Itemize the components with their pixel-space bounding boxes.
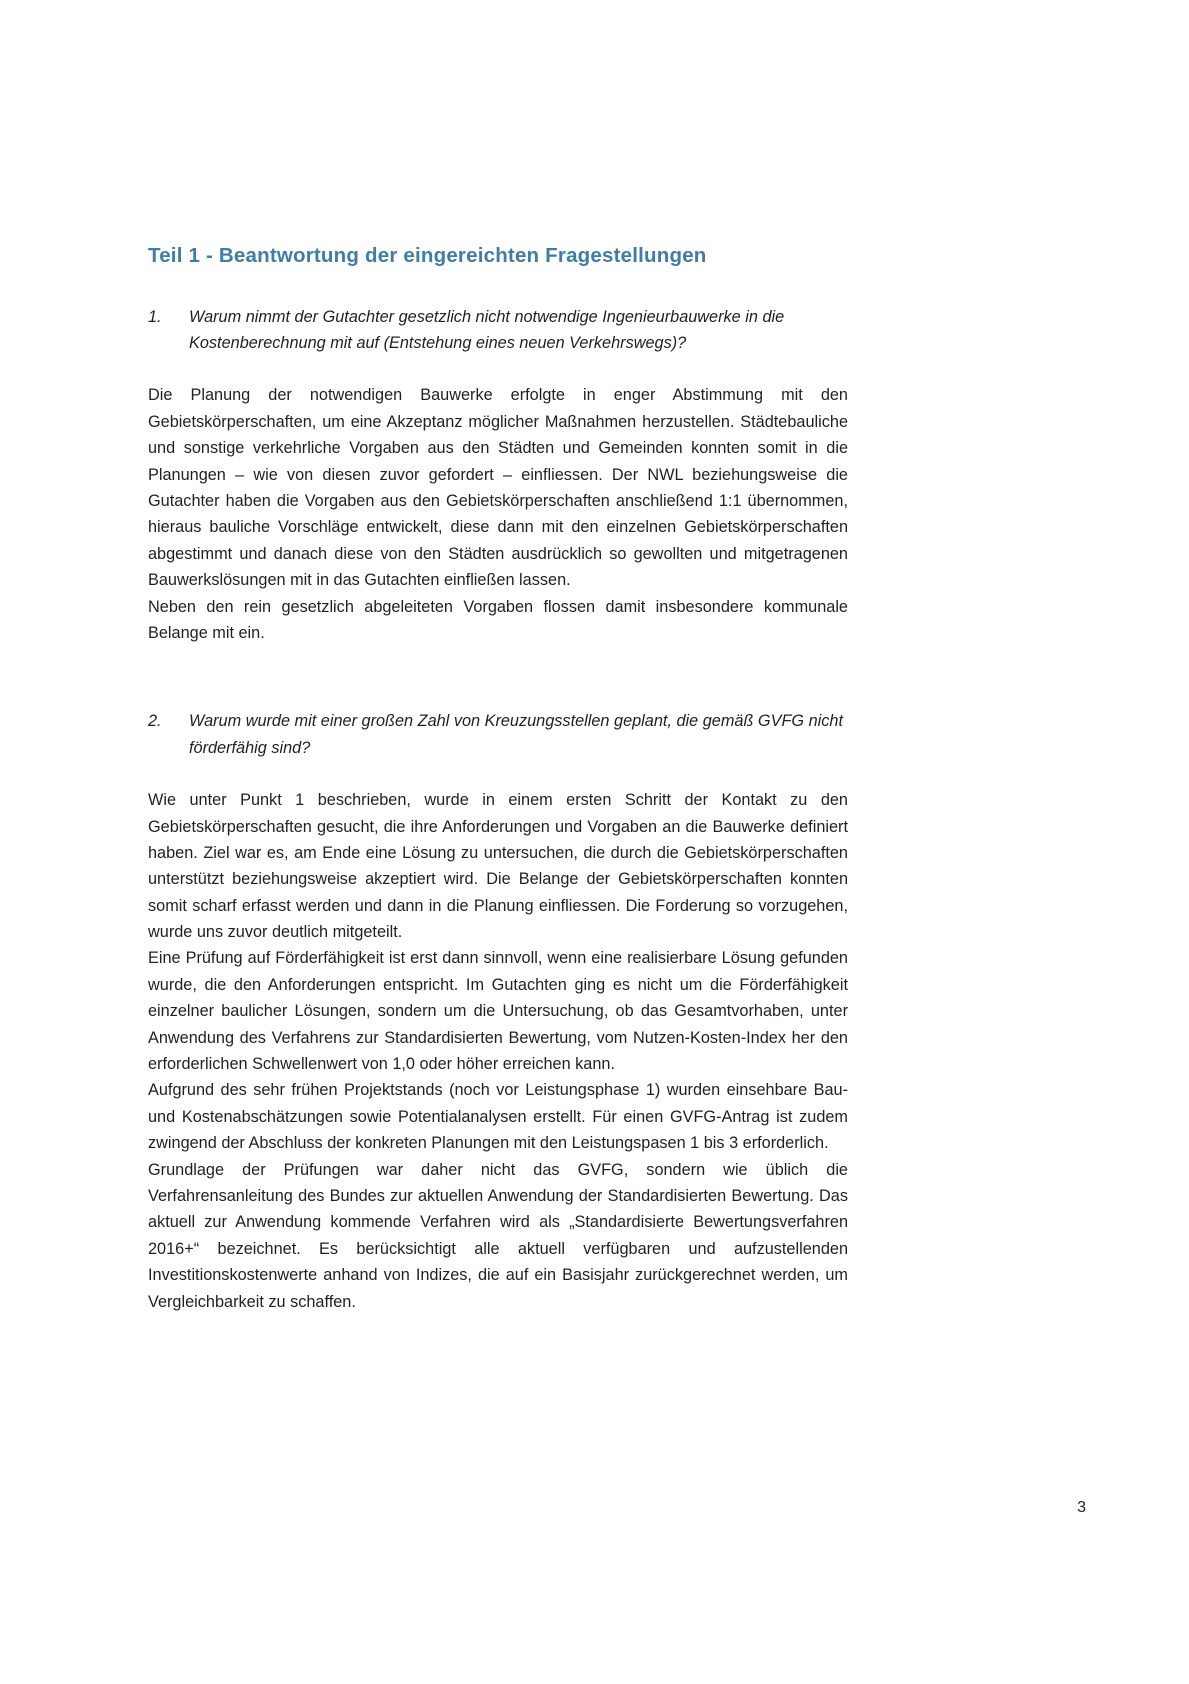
section-spacer xyxy=(148,646,848,690)
answer-paragraph: Neben den rein gesetzlich abgeleiteten Vorgaben flossen damit insbesondere kommunale Belange mit ein. xyxy=(148,597,848,642)
question-text: Warum wurde mit einer großen Zahl von Kreuzungsstellen geplant, die gemäß GVFG nicht förderfähig sind? xyxy=(189,712,843,757)
question-number: 1. xyxy=(148,307,162,326)
section-spacer xyxy=(148,690,848,708)
document-body xyxy=(148,243,848,1315)
answer-paragraph: Grundlage der Prüfungen war daher nicht das GVFG, sondern wie üblich die Verfahrensanleitung des Bundes zur aktuellen Anwendung der Standardisierten Bewertung. Das aktuell zur Anwendung kommende Verfahren wird als „Standardisierte Bewertungsverfahren 2016+“ bezeichnet. Es berücksichtigt alle aktuell verfügbaren und aufzustellenden Investitionskostenwerte anhand von Indizes, die auf ein Basisjahr zurückgerechnet werden, um Vergleichbarkeit zu schaffen. xyxy=(148,1160,848,1311)
question-number: 2. xyxy=(148,712,162,731)
answer-paragraph: Aufgrund des sehr frühen Projektstands (noch vor Leistungsphase 1) wurden einsehbare Bau- und Kostenabschätzungen sowie Potentialanalysen erstellt. Für einen GVFG-Antrag ist zudem zwingend der Abschluss der konkreten Planungen mit den Leistungspasen 1 bis 3 erforderlich. xyxy=(148,1081,848,1153)
answer-paragraph: Eine Prüfung auf Förderfähigkeit ist erst dann sinnvoll, wenn eine realisierbare Lösung gefunden wurde, die den Anforderungen entspricht. Im Gutachten ging es nicht um die Förderfähigkeit einzelner baulicher Lösungen, sondern um die Untersuchung, ob das Gesamtvorhaben, unter Anwendung des Verfahrens zur Standardisierten Bewertung, vom Nutzen-Kosten-Index her den erforderlichen Schwellenwert von 1,0 oder höher erreichen kann. xyxy=(148,949,848,1074)
question-item-2 xyxy=(148,708,848,761)
page-title: Teil 1 - Beantwortung der eingereichten Fragestellungen xyxy=(148,244,707,267)
answer-paragraph: Die Planung der notwendigen Bauwerke erfolgte in enger Abstimmung mit den Gebietskörperschaften, um eine Akzeptanz möglicher Maßnahmen herzustellen. Städtebauliche und sonstige verkehrliche Vorgaben aus den Städten und Gemeinden konnten somit in die Planungen – wie von diesen zuvor gefordert – einfliessen. Der NWL beziehungsweise die Gutachter haben die Vorgaben aus den Gebietskörperschaften anschließend 1:1 übernommen, hieraus bauliche Vorschläge entwickelt, diese dann mit den einzelnen Gebietskörperschaften abgestimmt und danach diese von den Städten ausdrücklich so gewollten und mitgetragenen Bauwerkslösungen mit in das Gutachten einfließen lassen. xyxy=(148,386,848,590)
answer-paragraph: Wie unter Punkt 1 beschrieben, wurde in einem ersten Schritt der Kontakt zu den Gebietskörperschaften gesucht, die ihre Anforderungen und Vorgaben an die Bauwerke definiert haben. Ziel war es, am Ende eine Lösung zu untersuchen, die durch die Gebietskörperschaften unterstützt beziehungsweise akzeptiert wird. Die Belange der Gebietskörperschaften konnten somit scharf erfasst werden und dann in die Planung einfliessen. Die Forderung so vorzugehen, wurde uns zuvor deutlich mitgeteilt. xyxy=(148,791,848,942)
page-number: 3 xyxy=(1077,1499,1086,1516)
question-text: Warum nimmt der Gutachter gesetzlich nicht notwendige Ingenieurbauwerke in die Kostenberechnung mit auf (Entstehung eines neuen Verkehrswegs)? xyxy=(189,307,785,353)
question-item-1 xyxy=(148,304,848,357)
